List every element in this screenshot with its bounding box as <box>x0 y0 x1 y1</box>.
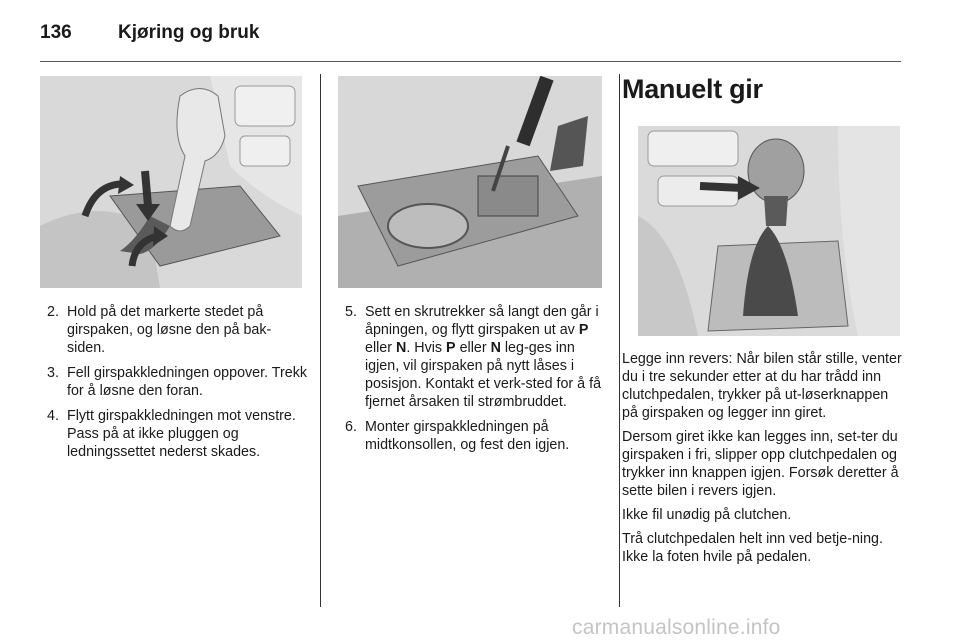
gear-position-n: N <box>490 340 501 356</box>
list-item <box>40 303 308 357</box>
column-divider-right <box>619 74 620 607</box>
screwdriver-illustration <box>338 76 602 288</box>
step-text-part: eller <box>365 340 396 356</box>
chapter-heading: Manuelt gir <box>622 74 763 104</box>
gear-position-p: P <box>578 322 589 338</box>
step-number: 5. <box>345 304 357 320</box>
step-text <box>365 304 601 410</box>
step-number: 6. <box>345 419 357 435</box>
step-number: 4. <box>47 408 59 424</box>
paragraph: Trå clutchpedalen helt inn ved betje-ning. Ikke la foten hvile på pedalen. <box>622 531 883 565</box>
steps-list-left <box>40 303 308 468</box>
step-text-part: eller <box>455 340 491 356</box>
list-item <box>40 364 308 400</box>
column-divider-left <box>320 74 321 607</box>
list-item <box>338 303 606 411</box>
step-text-part: Sett en skrutrekker så langt den går i åpningen, og flytt girspaken ut av <box>365 304 599 338</box>
gear-position-n: N <box>396 340 407 356</box>
paragraph: Dersom giret ikke kan legges inn, set-ter du girspaken i fri, slipper opp clutchpedalen og trykker inn knappen igjen. Forsøk deretter å sette bilen i revers igjen. <box>622 429 899 499</box>
paragraph: Ikke fil unødig på clutchen. <box>622 507 792 523</box>
step-text: Flytt girspakkledningen mot venstre. Pass på at ikke pluggen og ledningssettet nederst skades. <box>67 408 296 460</box>
step-number: 3. <box>47 365 59 381</box>
step-number: 2. <box>47 304 59 320</box>
gear-position-p: P <box>446 340 456 356</box>
watermark: carmanualsonline.info <box>572 616 781 639</box>
step-text: Monter girspakkledningen på midtkonsollen, og fest den igjen. <box>365 419 570 453</box>
section-title: Kjøring og bruk <box>118 22 260 43</box>
step-text-part: leg-ges inn igjen, vil girspaken på nytt låses i posisjon. Kontakt et verk-sted for å få fjernet årsaken til strømbruddet. <box>365 340 602 410</box>
manual-gear-lever-illustration <box>638 126 900 336</box>
page-number: 136 <box>40 22 72 43</box>
step-text-part: . Hvis <box>406 340 447 356</box>
header-rule <box>40 61 901 62</box>
gear-lever-release-illustration <box>40 76 302 288</box>
paragraph: Legge inn revers: Når bilen står stille, venter du i tre sekunder etter at du har trådd inn clutchpedalen, trykker på ut-løserknappen på girspaken og legger inn giret. <box>622 351 902 421</box>
list-item <box>338 418 606 454</box>
manual-gear-text <box>622 350 904 572</box>
step-text: Fell girspakkledningen oppover. Trekk for å løsne den foran. <box>67 365 308 399</box>
step-text: Hold på det markerte stedet på girspaken, og løsne den på bak-siden. <box>67 304 272 356</box>
steps-list-middle <box>338 303 606 461</box>
list-item <box>40 407 308 461</box>
